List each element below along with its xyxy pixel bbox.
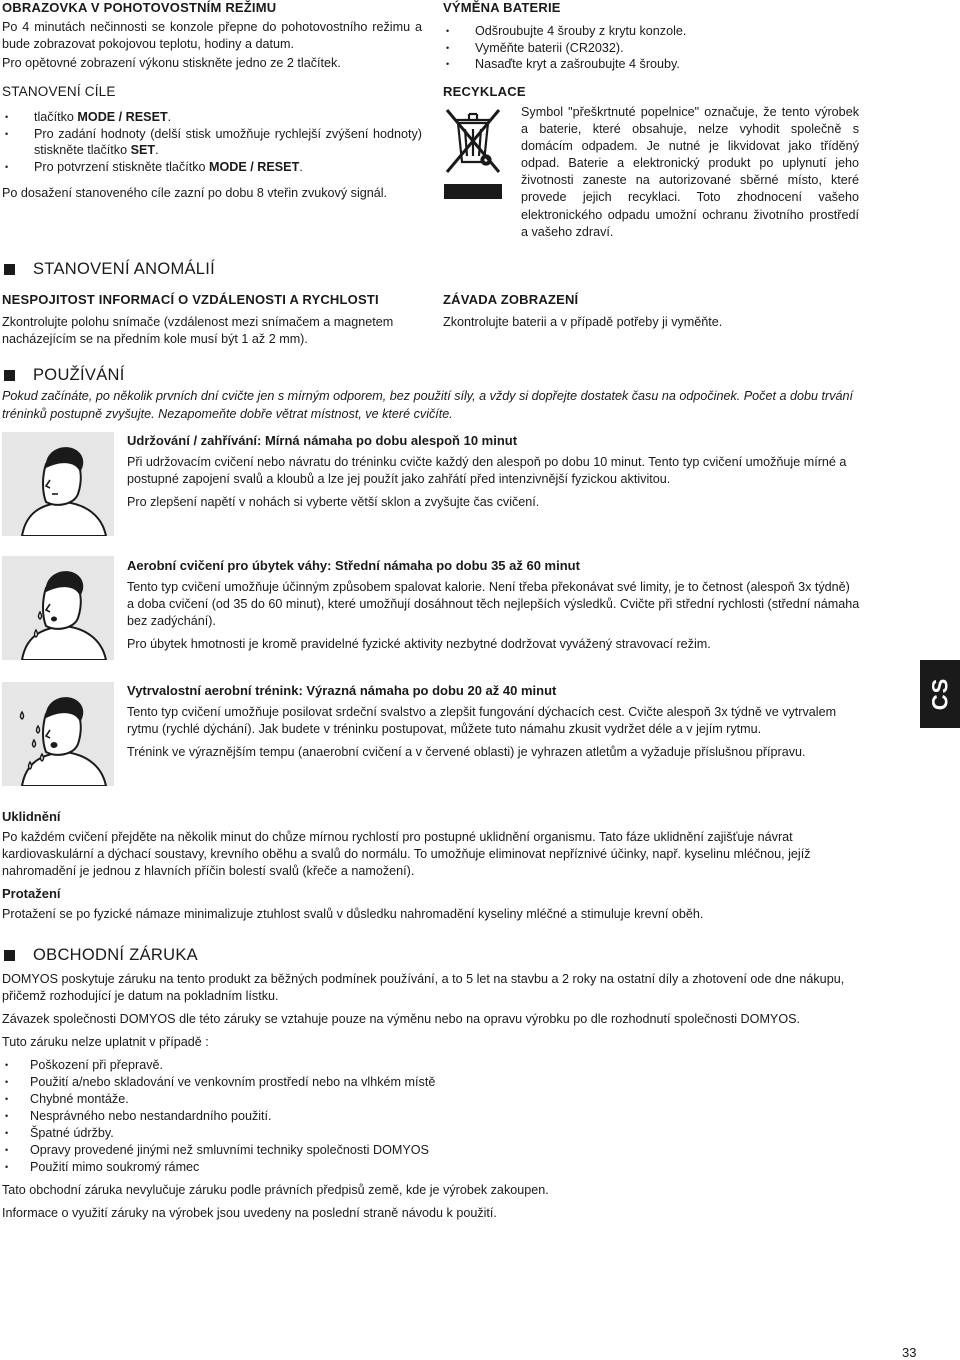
heavy-sweating-person-icon [2, 682, 114, 786]
warranty-heading [4, 946, 198, 965]
standby-text-2: Pro opětovné zobrazení výkonu stiskněte jedno ze 2 tlačítek. [2, 56, 341, 70]
stretch-text: Protažení se po fyzické námaze minimalizuje ztuhlost svalů v důsledku nahromadění kyseliny mléčné a stimuluje krevní oběh. [2, 907, 704, 921]
anomaly-distance [2, 292, 422, 348]
standby-text: Po 4 minutách nečinnosti se konzole přepne do pohotovostního režimu a bude zobrazovat pokojovou teplotu, hodiny a datum. [2, 20, 422, 51]
usage-block-text: Tento typ cvičení umožňuje účinným způsobem spalovat kalorie. Není třeba překonávat své limity, je to četnost (alespoň 3x týdně) a doba cvičení (od 35 do 60 minut), které umožňují dosáhnout těch nejlepších výsledků. Cvičte při střední rychlosti (střední námaha bez zadýchání). [127, 580, 860, 628]
usage-block-text: Tento typ cvičení umožňuje posilovat srdeční svalstvo a zlepšit fungování dýchacích cest. Cvičte alespoň 3x týdně ve vytrvalem rytmu (rychlé dýchání). Jak budete v tréninku postupovat, můžete tuto námahu zkusit vydržet déle a v jejím rytmu. [127, 705, 837, 736]
calm-person-icon [2, 432, 114, 536]
warranty-text: Tuto záruku nelze uplatnit v případě : [2, 1035, 209, 1049]
warranty-text: Informace o využití záruky na výrobek jsou uvedeny na poslední straně návodu k použití. [2, 1206, 497, 1220]
stretch-title: Protažení [2, 886, 61, 901]
warranty-text: Závazek společnosti DOMYOS dle této záruky se vztahuje pouze na výměnu nebo na opravu výrobku po dle rozhodnutí společnosti DOMYOS. [2, 1012, 801, 1026]
anomaly-distance-title: NESPOJITOST INFORMACÍ O VZDÁLENOSTI A RYCHLOSTI [2, 292, 379, 307]
anomaly-distance-text: Zkontrolujte polohu snímače (vzdálenost mezi snímačem a magnetem nacházejícím se na předním kole musí být 1 až 2 mm). [2, 315, 394, 346]
anomalies-heading [4, 260, 215, 279]
warranty-exclusions-list [2, 1057, 862, 1176]
page-number: 33 [902, 1345, 917, 1360]
section-bullet-icon [4, 370, 15, 381]
usage-block-text: Pro úbytek hmotnosti je kromě pravidelné fyzické aktivity nezbytné dodržovat vyvážený stravovací režim. [127, 637, 711, 651]
anomaly-display-title: ZÁVADA ZOBRAZENÍ [443, 292, 579, 307]
standby-title: OBRAZOVKA V POHOTOVOSTNÍM REŽIMU [2, 0, 277, 15]
battery-section [443, 0, 863, 73]
battery-item: • Vyměňte baterii (CR2032). [443, 40, 863, 57]
usage-block-text: Při udržovacím cvičení nebo návratu do tréninku cvičte každý den alespoň po dobu 10 minut. Tento typ cvičení umožňuje mírné a postupné zapojení svalů a kloubů a lze jej použít jako zahřátí před intenzivnější fyzickou aktivitou. [127, 455, 847, 486]
warranty-exclusion-item: • Špatné údržby. [2, 1125, 862, 1142]
warranty-exclusion-item: • Nesprávného nebo nestandardního použití. [2, 1108, 862, 1125]
goal-item: • tlačítko MODE / RESET. [2, 109, 422, 126]
battery-item: • Nasaďte kryt a zašroubujte 4 šrouby. [443, 56, 863, 73]
warranty-body [2, 971, 862, 1228]
language-tab [920, 660, 960, 728]
warranty-exclusion-item: • Použití mimo soukromý rámec [2, 1159, 862, 1176]
recycling-title: RECYKLACE [443, 84, 526, 99]
usage-block-title: Aerobní cvičení pro úbytek váhy: Střední námaha po dobu 35 až 60 minut [127, 558, 580, 573]
usage-heading [4, 366, 125, 385]
usage-block-title: Udržování / zahřívání: Mírná námaha po dobu alespoň 10 minut [127, 433, 518, 448]
warranty-exclusion-item: • Poškození při přepravě. [2, 1057, 862, 1074]
crossed-bin-icon [443, 104, 503, 200]
recycling-text: Symbol "přeškrtnuté popelnice" označuje, že tento výrobek a baterie, které obsahuje, nelze vyhodit společně s domácím odpadem. Je nutné je likvidovat jako tříděný odpad. Baterie a elektronický produkt po uplynutí jeho životnosti zaneste na autorizované sběrné místo, které provede jejich recyklaci. Toto zhodnocení vašeho elektronického odpadu umožní ochranu životního prostředí a vašeho zdraví. [521, 105, 859, 239]
cooldown-section [2, 809, 862, 929]
warranty-text: Tato obchodní záruka nevylučuje záruku podle právních předpisů země, kde je výrobek zakoupen. [2, 1183, 549, 1197]
standby-section [2, 0, 422, 202]
usage-block-endurance [127, 683, 860, 767]
usage-intro: Pokud začínáte, po několik prvních dní cvičte jen s mírným odporem, bez použití síly, a vždy si dopřejte dostatek času na odpočinek. Počet a dobu trvání tréninků postupně zvyšujte. Nezapomeňte dobře větrat místnost, ve které cvičíte. [2, 389, 854, 421]
battery-list [443, 23, 863, 73]
usage-block-text: Trénink ve výraznějším tempu (anaerobní cvičení a v červené oblasti) je vyhrazen atletům a vyžaduje příslušnou přípravu. [127, 745, 806, 759]
warranty-exclusion-item: • Opravy provedené jinými než smluvními techniky společnosti DOMYOS [2, 1142, 862, 1159]
usage-block-aerobic [127, 558, 860, 659]
warranty-exclusion-item: • Chybné montáže. [2, 1091, 862, 1108]
anomaly-display [443, 292, 863, 331]
section-bullet-icon [4, 950, 15, 961]
goal-list [2, 109, 422, 175]
anomaly-display-text: Zkontrolujte baterii a v případě potřeby ji vyměňte. [443, 315, 723, 329]
battery-title: VÝMĚNA BATERIE [443, 0, 561, 15]
cooldown-title: Uklidnění [2, 809, 61, 824]
warranty-title: OBCHODNÍ ZÁRUKA [33, 946, 198, 964]
usage-block-title: Vytrvalostní aerobní trénink: Výrazná námaha po dobu 20 až 40 minut [127, 683, 557, 698]
cooldown-text: Po každém cvičení přejděte na několik minut do chůze mírnou rychlostí pro postupné uklidnění organismu. Tato fáze uklidnění zajišťuje návrat kardiovaskulární a dýchací soustavy, krevního oběhu a svalů do normálu. To umožňuje eliminovat nepříznivé účinky, např. kyselinu mléčnou, jejíž nahromadění je jednou z hlavních příčin bolestí svalů (křeče a namožení). [2, 830, 811, 878]
usage-block-text: Pro zlepšení napětí v nohách si vyberte větší sklon a zvyšujte čas cvičení. [127, 495, 540, 509]
usage-block-warmup [127, 433, 860, 517]
battery-item: • Odšroubujte 4 šrouby z krytu konzole. [443, 23, 863, 40]
goal-item: • Pro potvrzení stiskněte tlačítko MODE / RESET. [2, 159, 422, 176]
goal-title: STANOVENÍ CÍLE [2, 84, 116, 99]
section-bullet-icon [4, 264, 15, 275]
language-tab-label: CS [927, 677, 952, 711]
warranty-text: DOMYOS poskytuje záruku na tento produkt za běžných podmínek používání, a to 5 let na stavbu a 2 roky na ostatní díly a zhotovení ode dne nákupu, přičemž rozhodující je datum na pokladním lístku. [2, 972, 845, 1003]
goal-item: • Pro zadání hodnoty (delší stisk umožňuje rychlejší zvýšení hodnoty) stiskněte tlačítko SET. [2, 126, 422, 159]
sweating-person-icon [2, 556, 114, 660]
goal-after-text: Po dosažení stanoveného cíle zazní po dobu 8 vteřin zvukový signál. [2, 186, 388, 200]
anomalies-title: STANOVENÍ ANOMÁLIÍ [33, 260, 216, 278]
usage-title: POUŽÍVÁNÍ [33, 366, 125, 384]
warranty-exclusion-item: • Použití a/nebo skladování ve venkovním prostředí nebo na vlhkém místě [2, 1074, 862, 1091]
